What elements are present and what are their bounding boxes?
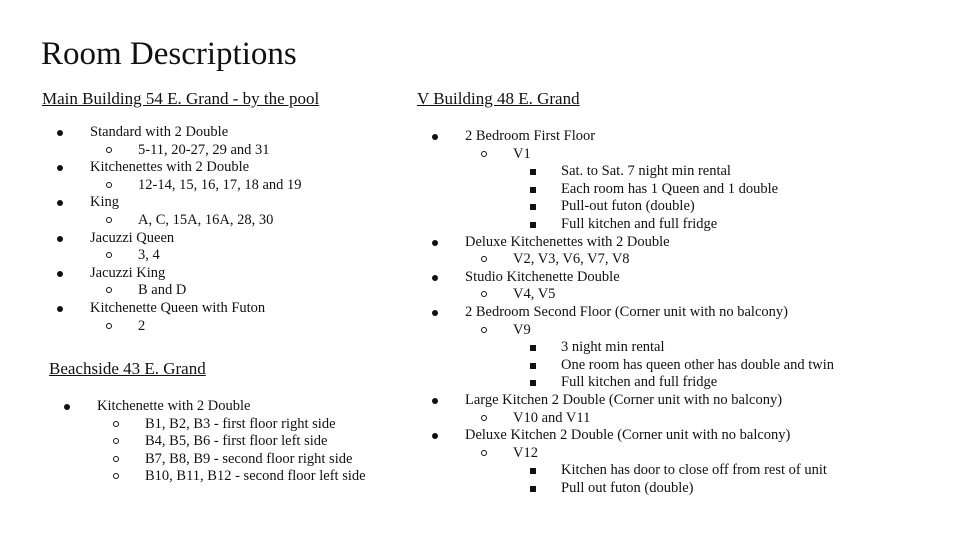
bullet-icon: [530, 204, 536, 210]
list-item-text: 12-14, 15, 16, 17, 18 and 19: [138, 176, 302, 193]
main-building-heading: Main Building 54 E. Grand - by the pool: [42, 89, 320, 108]
list-item-text: King: [90, 194, 119, 211]
list-item-text: Pull-out futon (double): [561, 198, 695, 215]
list-item-text: Jacuzzi King: [90, 264, 166, 281]
list-item-text: 2: [138, 317, 146, 334]
list-item-text: 2 Bedroom Second Floor (Corner unit with no balcony): [465, 303, 788, 320]
page-title: Room Descriptions: [41, 36, 297, 72]
list-item-text: B1, B2, B3 - first floor right side: [145, 415, 336, 432]
bullet-icon: [432, 134, 438, 140]
bullet-icon: [113, 421, 119, 427]
list-item-text: Deluxe Kitchenettes with 2 Double: [465, 233, 670, 250]
bullet-icon: [64, 404, 70, 410]
detail-list-item: [432, 198, 952, 216]
bullet-icon: [481, 327, 487, 333]
list-item-text: Kitchenette with 2 Double: [97, 398, 251, 414]
list-item-text: A, C, 15A, 16A, 28, 30: [138, 211, 274, 228]
list-item-text: Jacuzzi Queen: [90, 229, 175, 246]
sub-list-item: [57, 212, 377, 230]
list-item: [432, 392, 952, 410]
bullet-icon: [106, 323, 112, 329]
list-item: [57, 124, 377, 142]
bullet-icon: [432, 240, 438, 246]
bullet-icon: [106, 147, 112, 153]
list-item: [432, 304, 952, 322]
sub-list-item: [64, 468, 394, 486]
list-item-text: Kitchen has door to close off from rest of unit: [561, 462, 827, 479]
list-item-text: V2, V3, V6, V7, V8: [513, 251, 630, 268]
bullet-icon: [481, 450, 487, 456]
list-item-text: 2 Bedroom First Floor: [465, 128, 596, 144]
list-item: [432, 128, 952, 146]
list-item-text: Studio Kitchenette Double: [465, 268, 620, 285]
list-item-text: Deluxe Kitchen 2 Double (Corner unit with no balcony): [465, 427, 791, 444]
list-item-text: 3 night min rental: [561, 339, 665, 356]
list-item: [57, 300, 377, 318]
bullet-icon: [57, 306, 63, 312]
beachside-heading: Beachside 43 E. Grand: [49, 359, 206, 378]
sub-list-item: [432, 286, 952, 304]
list-item-text: V9: [513, 321, 531, 338]
list-item: [64, 398, 394, 416]
list-item: [432, 234, 952, 252]
bullet-icon: [530, 345, 536, 351]
main-building-list: [57, 124, 377, 335]
detail-list-item: [432, 339, 952, 357]
bullet-icon: [106, 182, 112, 188]
list-item-text: Pull out futon (double): [561, 479, 694, 496]
detail-list-item: [432, 462, 952, 480]
sub-list-item: [432, 410, 952, 428]
list-item-text: V12: [513, 444, 538, 461]
sub-list-item: [57, 177, 377, 195]
sub-list-item: [57, 282, 377, 300]
sub-list-item: [432, 445, 952, 463]
sub-list-item: [64, 451, 394, 469]
bullet-icon: [530, 380, 536, 386]
beachside-list: [64, 398, 394, 486]
bullet-icon: [530, 468, 536, 474]
bullet-icon: [481, 415, 487, 421]
list-item-text: 3, 4: [138, 247, 160, 264]
list-item: [57, 194, 377, 212]
list-item: [57, 159, 377, 177]
bullet-icon: [432, 310, 438, 316]
detail-list-item: [432, 181, 952, 199]
v-building-heading: V Building 48 E. Grand: [417, 89, 580, 108]
list-item-text: Full kitchen and full fridge: [561, 374, 718, 391]
list-item-text: Large Kitchen 2 Double (Corner unit with no balcony): [465, 391, 783, 408]
bullet-icon: [57, 271, 63, 277]
bullet-icon: [530, 187, 536, 193]
list-item-text: Standard with 2 Double: [90, 124, 229, 140]
bullet-icon: [530, 486, 536, 492]
list-item-text: B and D: [138, 282, 187, 299]
bullet-icon: [432, 275, 438, 281]
list-item-text: B4, B5, B6 - first floor left side: [145, 433, 328, 450]
list-item-text: Kitchenettes with 2 Double: [90, 159, 250, 176]
list-item: [432, 427, 952, 445]
bullet-icon: [530, 222, 536, 228]
sub-list-item: [432, 146, 952, 164]
bullet-icon: [530, 169, 536, 175]
bullet-icon: [432, 398, 438, 404]
sub-list-item: [57, 318, 377, 336]
bullet-icon: [113, 456, 119, 462]
sub-list-item: [432, 251, 952, 269]
bullet-icon: [57, 130, 63, 136]
list-item-text: B10, B11, B12 - second floor left side: [145, 468, 366, 485]
list-item-text: V10 and V11: [513, 409, 591, 426]
sub-list-item: [57, 142, 377, 160]
detail-list-item: [432, 216, 952, 234]
list-item-text: Each room has 1 Queen and 1 double: [561, 180, 779, 197]
sub-list-item: [432, 322, 952, 340]
bullet-icon: [481, 151, 487, 157]
detail-list-item: [432, 163, 952, 181]
sub-list-item: [64, 416, 394, 434]
sub-list-item: [57, 247, 377, 265]
list-item-text: Kitchenette Queen with Futon: [90, 299, 266, 316]
sub-list-item: [64, 433, 394, 451]
detail-list-item: [432, 357, 952, 375]
list-item-text: Full kitchen and full fridge: [561, 215, 718, 232]
detail-list-item: [432, 374, 952, 392]
list-item-text: V4, V5: [513, 286, 556, 303]
list-item-text: Sat. to Sat. 7 night min rental: [561, 163, 731, 180]
bullet-icon: [530, 363, 536, 369]
list-item: [57, 265, 377, 283]
v-building-list: [432, 128, 952, 497]
list-item-text: One room has queen other has double and twin: [561, 356, 835, 373]
bullet-icon: [106, 217, 112, 223]
bullet-icon: [57, 236, 63, 242]
detail-list-item: [432, 480, 952, 498]
list-item-text: B7, B8, B9 - second floor right side: [145, 450, 353, 467]
list-item: [432, 269, 952, 287]
list-item-text: V1: [513, 145, 531, 162]
list-item-text: 5-11, 20-27, 29 and 31: [138, 141, 270, 158]
list-item: [57, 230, 377, 248]
